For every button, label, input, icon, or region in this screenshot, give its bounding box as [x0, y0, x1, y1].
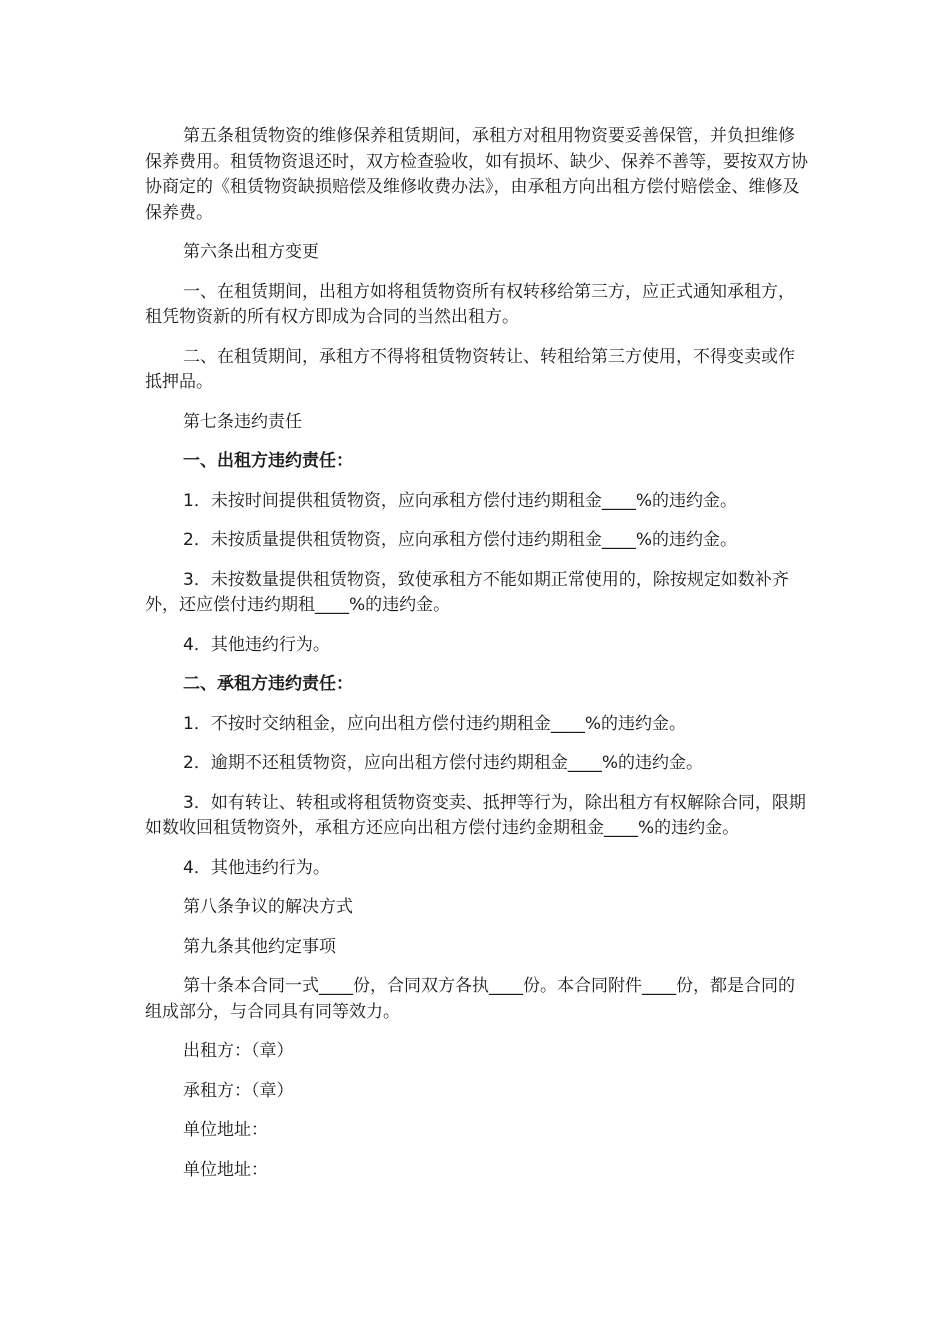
- document-body: [145, 124, 810, 1197]
- lessor-liability-item-1: 1．未按时间提供租赁物资，应向承租方偿付违约期租金____%的违约金。: [183, 490, 737, 511]
- paragraph-article-6-item-1: 一、在租赁期间，出租方如将租赁物资所有权转移给第三方，应正式通知承租方，租凭物资新的所有权方即成为合同的当然出租方。: [145, 281, 795, 327]
- lessee-liability-item-2: 2．逾期不还租赁物资，应向出租方偿付违约期租金____%的违约金。: [183, 753, 703, 773]
- lessee-liability-item-4: 4．其他违约行为。: [183, 857, 330, 878]
- lessor-address: 单位地址：: [183, 1120, 268, 1140]
- heading-article-8: 第八条争议的解决方式: [183, 897, 353, 917]
- subheading-lessee-liability: 二、承租方违约责任：: [183, 674, 353, 694]
- signature-lessor: 出租方：（章）: [183, 1041, 294, 1061]
- heading-article-6: 第六条出租方变更: [183, 242, 319, 262]
- paragraph-article-5: 第五条租赁物资的维修保养租赁期间，承租方对租用物资要妥善保管，并负担维修保养费用。租赁物资退还时，双方检查验收，如有损坏、缺少、保养不善等，要按双方协协商定的《租赁物资缺损赔偿及维修收费办法》，由承租方向出租方偿付赔偿金、维修及保养费。: [145, 126, 808, 223]
- heading-article-9: 第九条其他约定事项: [183, 936, 336, 957]
- signature-lessee: 承租方：（章）: [183, 1080, 294, 1101]
- lessee-address: 单位地址：: [183, 1159, 268, 1180]
- lessor-liability-item-4: 4．其他违约行为。: [183, 634, 330, 655]
- lessee-liability-item-1: 1．不按时交纳租金，应向出租方偿付违约期租金____%的违约金。: [183, 713, 686, 734]
- lessor-liability-item-2: 2．未按质量提供租赁物资，应向承租方偿付违约期租金____%的违约金。: [183, 530, 737, 550]
- paragraph-article-6-item-2: 二、在租赁期间，承租方不得将租赁物资转让、转租给第三方使用，不得变卖或作抵押品。: [145, 346, 795, 392]
- paragraph-article-10: 第十条本合同一式____份，合同双方各执____份。本合同附件____份，都是合同的组成部分，与合同具有同等效力。: [145, 976, 795, 1022]
- lessee-liability-item-3: 3．如有转让、转租或将租赁物资变卖、抵押等行为，除出租方有权解除合同，限期如数收回租赁物资外，承租方还应向出租方偿付违约金期租金____%的违约金。: [145, 792, 806, 838]
- heading-article-7: 第七条违约责任: [183, 411, 302, 432]
- lessor-liability-item-3: 3．未按数量提供租赁物资，致使承租方不能如期正常使用的，除按规定如数补齐外，还应偿付违约期租____%的违约金。: [145, 569, 789, 615]
- subheading-lessor-liability: 一、出租方违约责任：: [183, 451, 353, 471]
